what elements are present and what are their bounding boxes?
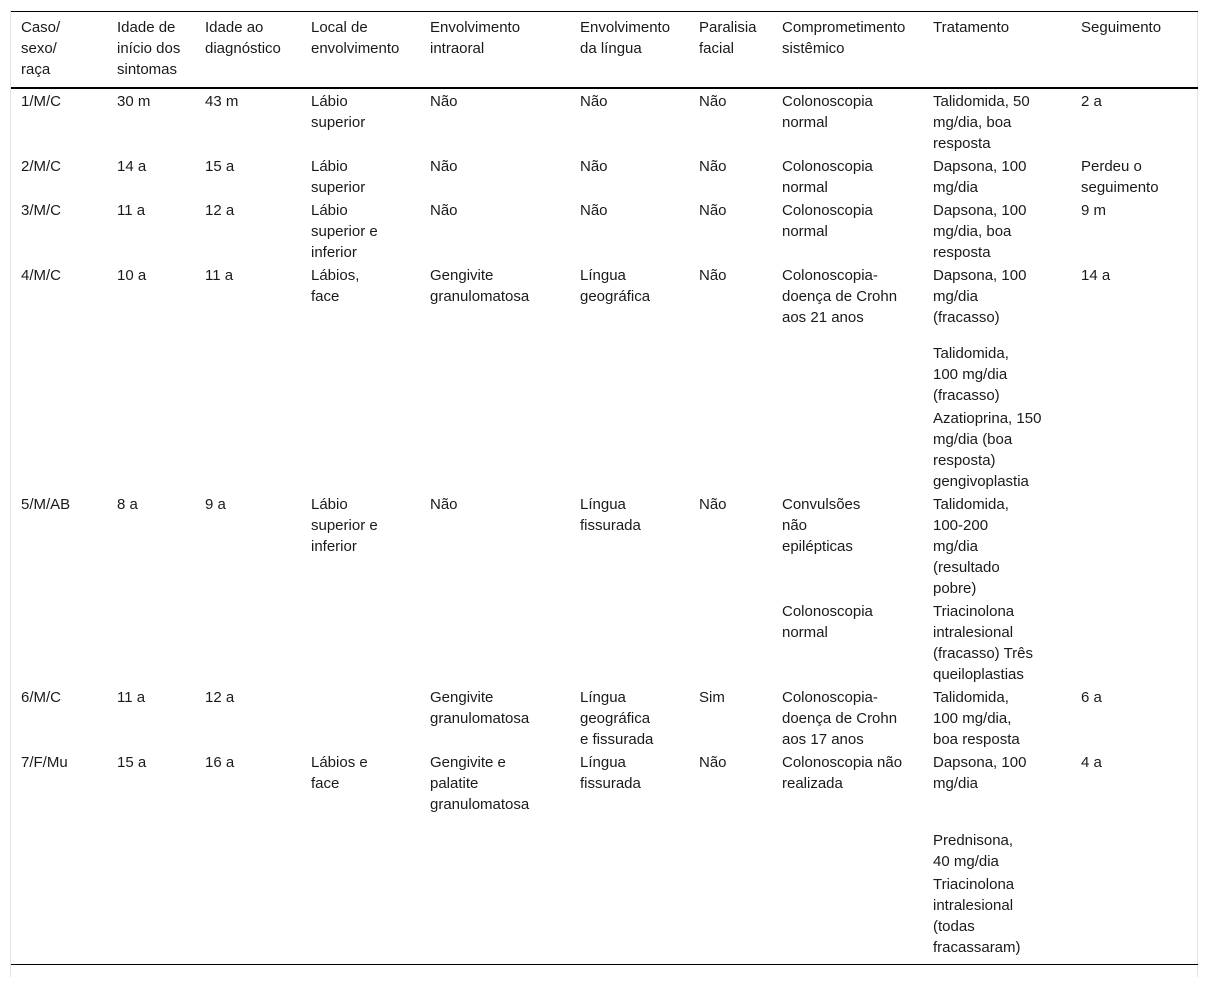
cell-facial-palsy: Não [699, 267, 727, 284]
header-row [11, 12, 1198, 89]
cell-diagnosis-age: 16 a [205, 754, 235, 771]
cell-tongue: Língua fissurada [580, 754, 641, 792]
cell-systemic: Colonoscopia normal [782, 158, 873, 196]
table-row [11, 155, 1198, 199]
cell-treatment: Talidomida, 100 mg/dia, boa resposta [933, 689, 1020, 748]
header-diagnosis-age: Idade ao diagnóstico [205, 19, 281, 57]
cell-facial-palsy: Não [699, 202, 727, 219]
cell-treatment: Talidomida, 100 mg/dia (fracasso) [933, 345, 1009, 404]
cell-treatment: Triacinolona intralesional (fracasso) Três queiloplastias [933, 603, 1034, 683]
table-row [11, 686, 1198, 751]
table-row [11, 816, 1198, 873]
cell-onset-age: 11 a [117, 202, 146, 219]
cell-tongue: Língua geográfica [580, 267, 651, 305]
cell-diagnosis-age: 12 a [205, 689, 235, 706]
header-intraoral: Envolvimento intraoral [430, 19, 521, 57]
cell-onset-age: 30 m [117, 93, 151, 110]
cell-site: Lábio superior e inferior [311, 496, 378, 555]
header-systemic: Comprometimento sistêmico [782, 19, 906, 57]
cell-case: 1/M/C [21, 93, 62, 110]
cell-facial-palsy: Não [699, 158, 727, 175]
cell-systemic: Colonoscopia normal [782, 93, 873, 131]
clinical-cases-table [11, 11, 1198, 965]
cell-case: 7/F/Mu [21, 754, 68, 771]
cell-tongue: Não [580, 93, 608, 110]
table-row [11, 407, 1198, 493]
table-row [11, 88, 1198, 155]
cell-intraoral: Gengivite granulomatosa [430, 267, 530, 305]
cell-followup: 4 a [1081, 754, 1102, 771]
cell-diagnosis-age: 11 a [205, 267, 234, 284]
table-row [11, 873, 1198, 965]
cell-intraoral: Gengivite e palatite granulomatosa [430, 754, 530, 813]
cell-onset-age: 8 a [117, 496, 138, 513]
cell-systemic: Colonoscopia-doença de Crohn aos 17 anos [782, 689, 898, 748]
cell-treatment: Prednisona, 40 mg/dia [933, 832, 1014, 870]
cell-intraoral: Gengivite granulomatosa [430, 689, 530, 727]
header-site: Local de envolvimento [311, 19, 400, 57]
cell-treatment: Talidomida, 50 mg/dia, boa resposta [933, 93, 1030, 152]
cell-facial-palsy: Não [699, 496, 727, 513]
cell-treatment: Dapsona, 100 mg/dia, boa resposta [933, 202, 1027, 261]
table-row [11, 264, 1198, 329]
cell-onset-age: 15 a [117, 754, 147, 771]
cell-systemic: Colonoscopia-doença de Crohn aos 21 anos [782, 267, 898, 326]
header-onset-age: Idade de início dos sintomas [117, 19, 181, 78]
table-row [11, 600, 1198, 686]
cell-case: 5/M/AB [21, 496, 71, 513]
cell-followup: 6 a [1081, 689, 1102, 706]
cell-tongue: Língua geográfica e fissurada [580, 689, 654, 748]
cell-systemic: Colonoscopia normal [782, 202, 873, 240]
cell-site: Lábios, face [311, 267, 360, 305]
cell-site [301, 686, 420, 751]
cell-followup: 2 a [1081, 93, 1102, 110]
table-row [11, 329, 1198, 407]
header-case: Caso/ sexo/ raça [21, 19, 61, 78]
cell-diagnosis-age: 9 a [205, 496, 226, 513]
cell-followup: 9 m [1081, 202, 1107, 219]
cell-treatment: Talidomida, 100-200 mg/dia (resultado pobre) [933, 496, 1009, 597]
cell-site: Lábio superior e inferior [311, 202, 378, 261]
table-row [11, 751, 1198, 816]
cell-tongue: Não [580, 202, 608, 219]
cell-treatment: Dapsona, 100 mg/dia [933, 158, 1027, 196]
cell-site: Lábio superior [311, 93, 366, 131]
cell-diagnosis-age: 43 m [205, 93, 239, 110]
cell-systemic: Colonoscopia não realizada [782, 754, 903, 792]
cell-treatment: Dapsona, 100 mg/dia (fracasso) [933, 267, 1027, 326]
table-row [11, 493, 1198, 600]
cell-treatment: Azatioprina, 150 mg/dia (boa resposta) gengivoplastia [933, 410, 1042, 490]
cell-facial-palsy: Não [699, 754, 727, 771]
cell-facial-palsy: Não [699, 93, 727, 110]
cell-intraoral: Não [430, 202, 458, 219]
cell-case: 4/M/C [21, 267, 62, 284]
cell-followup: 14 a [1081, 267, 1111, 284]
cell-diagnosis-age: 15 a [205, 158, 235, 175]
header-facial-palsy: Paralisia facial [699, 19, 757, 57]
header-followup: Seguimento [1081, 19, 1162, 36]
cell-diagnosis-age: 12 a [205, 202, 235, 219]
cell-intraoral: Não [430, 93, 458, 110]
cell-onset-age: 10 a [117, 267, 147, 284]
cell-facial-palsy: Sim [699, 689, 725, 706]
cell-systemic: Colonoscopia normal [782, 603, 873, 641]
cell-intraoral: Não [430, 158, 458, 175]
cell-systemic: Convulsões não epilépticas [782, 496, 861, 555]
cell-followup: Perdeu o seguimento [1081, 158, 1159, 196]
table-row [11, 199, 1198, 264]
cell-tongue: Não [580, 158, 608, 175]
header-tongue: Envolvimento da língua [580, 19, 671, 57]
cell-intraoral: Não [430, 496, 458, 513]
cell-treatment: Triacinolona intralesional (todas fracassaram) [933, 876, 1021, 956]
cell-case: 3/M/C [21, 202, 62, 219]
cell-treatment: Dapsona, 100 mg/dia [933, 754, 1027, 792]
cell-site: Lábios e face [311, 754, 368, 792]
cell-followup [1071, 493, 1198, 600]
cell-case: 6/M/C [21, 689, 62, 706]
cell-tongue: Língua fissurada [580, 496, 641, 534]
header-treatment: Tratamento [933, 19, 1010, 36]
cell-case: 2/M/C [21, 158, 62, 175]
cell-site: Lábio superior [311, 158, 366, 196]
cell-onset-age: 11 a [117, 689, 146, 706]
cell-onset-age: 14 a [117, 158, 147, 175]
